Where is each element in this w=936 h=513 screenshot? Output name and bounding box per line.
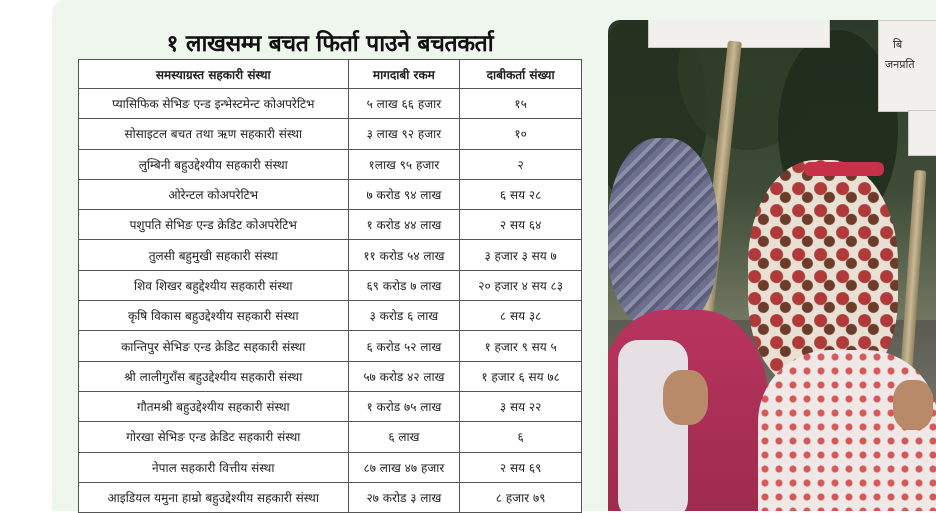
claim-amount-cell: ११ करोड ५४ लाख (348, 240, 460, 270)
claim-amount-cell: ६ करोड ५२ लाख (348, 331, 460, 361)
claimant-count-cell: २ (460, 149, 582, 179)
claim-amount-cell: ३ करोड ६ लाख (348, 301, 460, 331)
table-row (79, 119, 582, 149)
cooperative-name-cell: गोरखा सेभिङ एन्ड क्रेडिट सहकारी संस्था (79, 422, 349, 452)
header-claim-amount: मागदाबी रकम (348, 60, 460, 89)
claim-amount-cell: ५ लाख ६६ हजार (348, 89, 460, 119)
cooperative-name-cell: ओरेन्टल कोअपरेटिभ (79, 179, 349, 209)
cooperative-name-cell: तुलसी बहुमुखी सहकारी संस्था (79, 240, 349, 270)
claim-amount-cell: ३ लाख ९२ हजार (348, 119, 460, 149)
table-row (79, 422, 582, 452)
table-row (79, 361, 582, 391)
table-row (79, 452, 582, 482)
claim-amount-cell: १ करोड ७५ लाख (348, 391, 460, 421)
claimant-count-cell: ३ सय २२ (460, 391, 582, 421)
claimant-count-cell: ३ हजार ३ सय ७ (460, 240, 582, 270)
claimant-count-cell: १ हजार ९ सय ५ (460, 331, 582, 361)
sign-text-line-2: जनप्रति (885, 58, 915, 71)
claimant-count-cell: १५ (460, 89, 582, 119)
claimant-count-cell: ६ (460, 422, 582, 452)
cooperative-name-cell: शिव शिखर बहुद्देश्यीय सहकारी संस्था (79, 270, 349, 300)
cooperative-claims-table (78, 59, 582, 513)
claim-amount-cell: ६ लाख (348, 422, 460, 452)
table-row (79, 331, 582, 361)
claim-amount-cell: ५७ करोड ४२ लाख (348, 361, 460, 391)
cooperative-name-cell: कृषि विकास बहुउद्देश्यीय सहकारी संस्था (79, 301, 349, 331)
header-claimant-count: दाबीकर्ता संख्या (460, 60, 582, 89)
claim-amount-cell: २७ करोड ३ लाख (348, 482, 460, 512)
claim-amount-cell: ७ करोड ९४ लाख (348, 179, 460, 209)
table-row (79, 240, 582, 270)
table-title: १ लाखसम्म बचत फिर्ता पाउने बचतकर्ता (166, 31, 494, 57)
claimant-count-cell: ८ सय ३८ (460, 301, 582, 331)
claimant-count-cell: २ सय ६९ (460, 452, 582, 482)
table-row (79, 149, 582, 179)
cooperative-name-cell: गौतमश्री बहुउद्देश्यीय सहकारी संस्था (79, 391, 349, 421)
header-cooperative: समस्याग्रस्त सहकारी संस्था (79, 60, 349, 89)
protester-left (608, 138, 718, 328)
table-row (79, 270, 582, 300)
protest-photo (608, 20, 936, 511)
table-row (79, 391, 582, 421)
table-row (79, 179, 582, 209)
claim-amount-cell: ८७ लाख ४७ हजार (348, 452, 460, 482)
cooperative-name-cell: लुम्बिनी बहुउद्देश्यीय सहकारी संस्था (79, 149, 349, 179)
cooperative-name-cell: प्यासिफिक सेभिङ एन्ड इन्भेस्टमेन्ट कोअपरेटिभ (79, 89, 349, 119)
cooperative-name-cell: नेपाल सहकारी वित्तीय संस्था (79, 452, 349, 482)
cooperative-name-cell: श्री लालीगुराँस बहुउद्देश्यीय सहकारी संस्था (79, 361, 349, 391)
cooperative-name-cell: सोसाइटल बचत तथा ऋण सहकारी संस्था (79, 119, 349, 149)
table-header-row (79, 60, 582, 89)
claimant-count-cell: ६ सय २८ (460, 179, 582, 209)
claimant-count-cell: २० हजार ४ सय ८३ (460, 270, 582, 300)
table-row (79, 301, 582, 331)
cooperative-name-cell: पशुपति सेभिङ एन्ड क्रेडिट कोअपरेटिभ (79, 210, 349, 240)
claimant-count-cell: २ सय ६४ (460, 210, 582, 240)
sign-text-line-1: बि (893, 38, 903, 51)
cooperative-name-cell: आइडियल यमुना हाम्रो बहुउद्देश्यीय सहकारी संस्था (79, 482, 349, 512)
claimant-count-cell: १ हजार ६ सय ७८ (460, 361, 582, 391)
claimant-count-cell: १० (460, 119, 582, 149)
table-row (79, 89, 582, 119)
claim-amount-cell: १लाख ९५ हजार (348, 149, 460, 179)
claimant-count-cell: ८ हजार ७९ (460, 482, 582, 512)
table-row (79, 210, 582, 240)
cooperative-name-cell: कान्तिपुर सेभिङ एन्ड क्रेडिट सहकारी संस्था (79, 331, 349, 361)
table-row (79, 482, 582, 512)
protest-sign-right (878, 20, 936, 112)
claim-amount-cell: ६९ करोड ७ लाख (348, 270, 460, 300)
claim-amount-cell: १ करोड ४४ लाख (348, 210, 460, 240)
